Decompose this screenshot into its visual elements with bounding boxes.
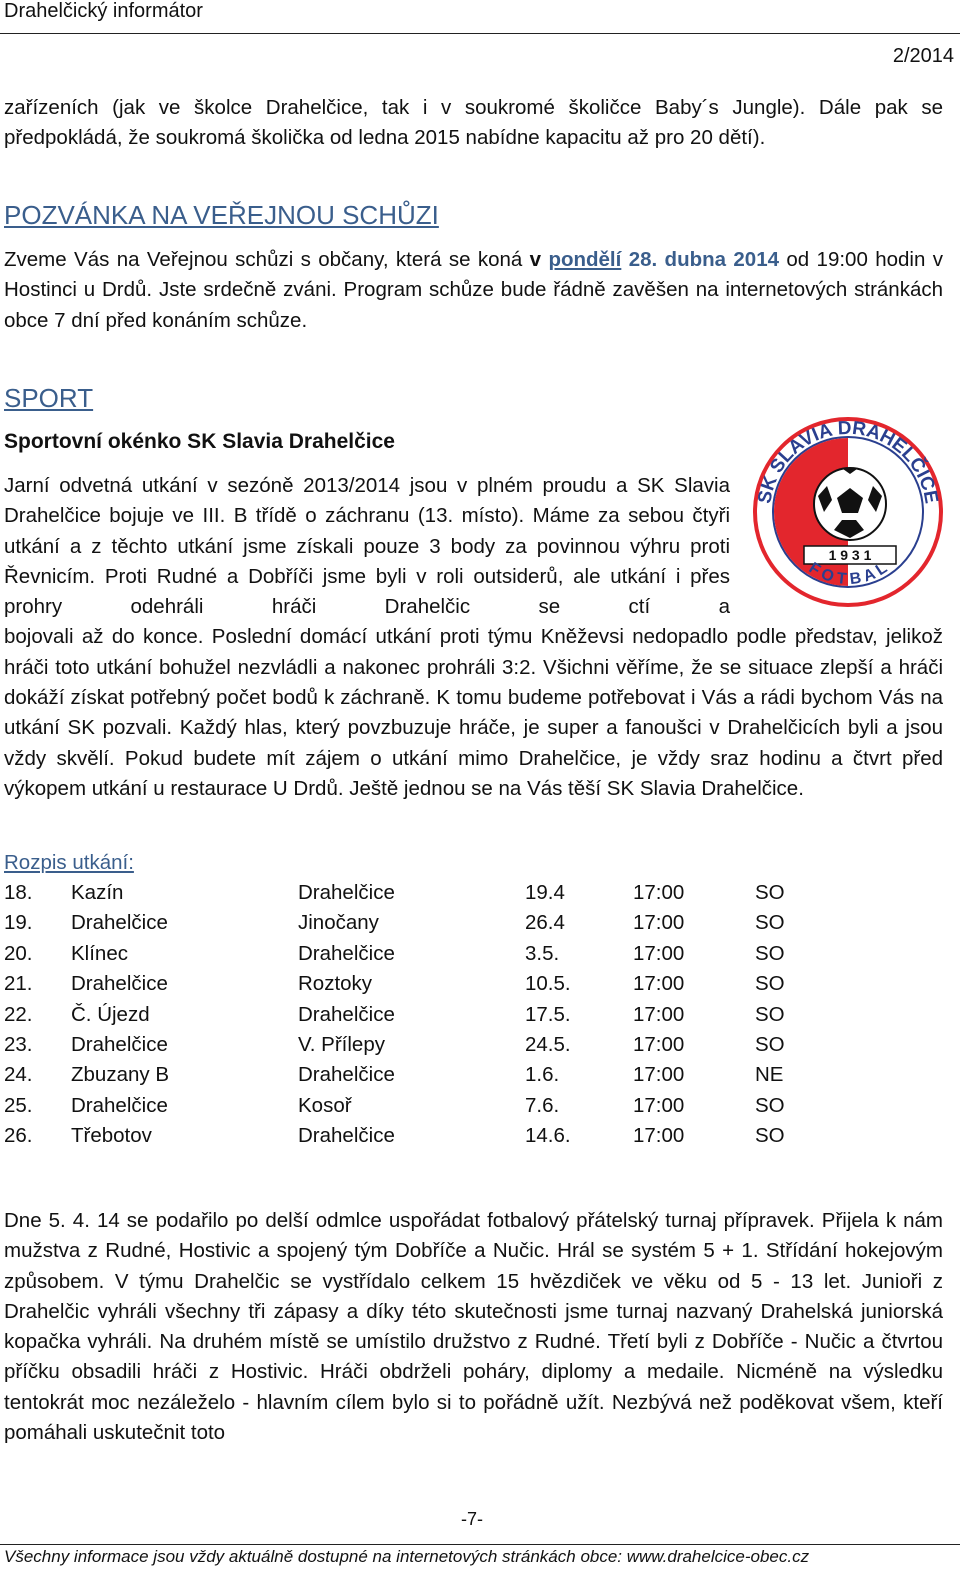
home-team: Klínec	[71, 941, 128, 965]
tournament-paragraph: Dne 5. 4. 14 se podařilo po delší odmlce uspořádat fotbalový přátelský turnaj přípravek. Přijela k nám mužstva z Rudné, Hostivic a spojený tým Dobříče a Nučic. Hrál se systém 5 + 1. Střídání hokejovým způsobem. V týmu Drahelčic se vystřídalo celkem 15 hvězdiček ve věku od 5 - 13 let. Junioři z Drahelčic vyhráli všechny tři zápasy a díky této skutečnosti jsme turnaj nazvaný Drahelská juniorská kopačka vyhráli. Na druhém místě se umístilo družstvo z Rudné. Třetí byli z Dobříče - Nučic a čtvrtou příčku obsadili hráči z Hostivic. Hráči obdrželi poháry, diplomy a medaile. Nicméně na výsledku tentokrát moc nezáleželo - hlavním cílem bylo si to pořádně užít. Nezbývá než poděkovat všem, kteří pomáhali uskutečnit toto	[4, 1209, 943, 1445]
match-time: 17:00	[633, 1002, 685, 1026]
match-number: 21.	[4, 972, 33, 996]
match-date: 7.6.	[525, 1093, 560, 1117]
invitation-bold-prefix: v	[529, 248, 549, 271]
sport-paragraph-part: bojovali až do konce. Poslední domácí utkání proti týmu Kněževsi nedopadlo podle představ, jelikož hráči toto utkání bohužel nezvládli a nakonec prohráli 3:2. Všichni věříme, že se situace zlepší a hráči dokáží získat potřebný počet bodů k záchraně. K tomu budeme potřebovat i Vás a rádi bychom Vás na utkání SK pozvali. Každý hlas, který povzbuzuje hráče, je super a fanoušci v Drahelčicích byli a jsou vždy skvělí. Pokud budete mít zájem o utkání mimo Drahelčice, je vždy sraz hodinu a čtvrt před výkopem utkání u restaurace U Drdů. Ještě jednou se na Vás těší SK Slavia Drahelčice.	[4, 625, 943, 800]
logo-ring-text: SK SLAVIA DRAHELČICE	[754, 417, 942, 506]
invitation-day: pondělí	[548, 248, 622, 271]
match-date: 19.4	[525, 881, 565, 904]
match-time: 17:00	[633, 1093, 685, 1117]
match-day: SO	[755, 1093, 785, 1117]
match-day: SO	[755, 941, 785, 965]
home-team: Č. Újezd	[71, 1002, 150, 1026]
away-team: Drahelčice	[298, 941, 395, 965]
match-time: 17:00	[633, 881, 685, 904]
match-time: 17:00	[633, 1124, 685, 1148]
match-time: 17:00	[633, 911, 685, 935]
away-team: Drahelčice	[298, 1063, 395, 1087]
footer-note: Všechny informace jsou vždy aktuálně dostupné na internetových stránkách obce: www.drahelcice-obec.cz	[4, 1547, 810, 1566]
match-time: 17:00	[633, 972, 685, 996]
intro-paragraph: zařízeních (jak ve školce Drahelčice, tak i v soukromé školičce Baby´s Jungle). Dále pak se předpokládá, že soukromá školička od ledna 2015 nabídne kapacitu až pro 20 dětí).	[4, 96, 943, 150]
schedule-row	[4, 878, 804, 908]
match-number: 19.	[4, 911, 33, 935]
home-team: Třebotov	[71, 1124, 152, 1148]
schedule-row	[4, 1030, 804, 1060]
sport-paragraph-part: Jarní odvetná utkání v sezóně 2013/2014 jsou v plném proudu a SK Slavia Drahelčice bojuje ve III. B třídě o záchranu (13. místo). Máme za sebou čtyři utkání a z těchto utkání jsme získali pouze 3 body za povinnou výhru proti Řevnicím. Proti Rudné a Dobříči jsme byli v roli outsiderů, ale utkání i přes prohry odehráli hráči Drahelčic se ctí a	[4, 474, 730, 619]
match-day: SO	[755, 881, 785, 904]
match-date: 14.6.	[525, 1124, 571, 1148]
away-team: Roztoky	[298, 972, 373, 996]
away-team: Drahelčice	[298, 881, 395, 904]
match-number: 24.	[4, 1063, 33, 1087]
match-number: 20.	[4, 941, 33, 965]
home-team: Drahelčice	[71, 1032, 168, 1056]
match-number: 26.	[4, 1124, 33, 1148]
match-schedule	[4, 878, 804, 1152]
schedule-row	[4, 969, 804, 999]
home-team: Zbuzany B	[71, 1063, 169, 1087]
match-day: SO	[755, 1032, 785, 1056]
sport-subheading: Sportovní okénko SK Slavia Drahelčice	[4, 430, 395, 453]
match-date: 26.4	[525, 911, 565, 935]
sport-paragraph-text	[4, 471, 943, 804]
footer-divider	[0, 1544, 960, 1545]
invitation-paragraph	[4, 245, 943, 336]
invitation-heading: POZVÁNKA NA VEŘEJNOU SCHŮZI	[4, 200, 439, 230]
schedule-row	[4, 1091, 804, 1121]
away-team: Jinočany	[298, 911, 379, 935]
away-team: Drahelčice	[298, 1002, 395, 1026]
match-number: 22.	[4, 1002, 33, 1026]
invitation-text-before: Zveme Vás na Veřejnou schůzi s občany, která se koná	[4, 248, 530, 271]
schedule-row	[4, 1000, 804, 1030]
away-team: Drahelčice	[298, 1124, 395, 1148]
match-day: NE	[755, 1063, 784, 1087]
match-number: 18.	[4, 881, 33, 904]
match-time: 17:00	[633, 1063, 685, 1087]
away-team: V. Přílepy	[298, 1032, 385, 1056]
page-number: -7-	[461, 1509, 483, 1529]
match-date: 1.6.	[525, 1063, 560, 1087]
match-date: 3.5.	[525, 941, 560, 965]
logo-year: 1 9 3 1	[828, 547, 872, 563]
away-team: Kosoř	[298, 1093, 352, 1117]
header-divider	[0, 33, 960, 34]
match-time: 17:00	[633, 941, 685, 965]
schedule-row	[4, 1121, 804, 1151]
home-team: Drahelčice	[71, 1093, 168, 1117]
match-date: 24.5.	[525, 1032, 571, 1056]
sport-paragraph	[4, 471, 943, 804]
match-day: SO	[755, 1124, 785, 1148]
match-date: 17.5.	[525, 1002, 571, 1026]
home-team: Drahelčice	[71, 972, 168, 996]
home-team: Drahelčice	[71, 911, 168, 935]
home-team: Kazín	[71, 881, 124, 904]
match-number: 23.	[4, 1032, 33, 1056]
schedule-row	[4, 1060, 804, 1090]
logo-bottom-text: F O T B A L	[805, 559, 891, 589]
match-date: 10.5.	[525, 972, 571, 996]
invitation-date: 28. dubna 2014	[621, 248, 780, 271]
sport-heading: SPORT	[4, 383, 94, 413]
match-day: SO	[755, 1002, 785, 1026]
schedule-heading: Rozpis utkání:	[4, 851, 134, 874]
invitation-text-after: od 19:00 hodin v Hostinci u Drdů. Jste srdečně zváni. Program schůze bude řádně zavěšen na internetových stránkách obce 7 dní před konáním schůze.	[4, 248, 943, 332]
newsletter-title: Drahelčický informátor	[4, 0, 203, 22]
schedule-row	[4, 939, 804, 969]
match-number: 25.	[4, 1093, 33, 1117]
match-day: SO	[755, 972, 785, 996]
issue-number: 2/2014	[892, 45, 954, 67]
match-day: SO	[755, 911, 785, 935]
schedule-row	[4, 908, 804, 938]
match-time: 17:00	[633, 1032, 685, 1056]
